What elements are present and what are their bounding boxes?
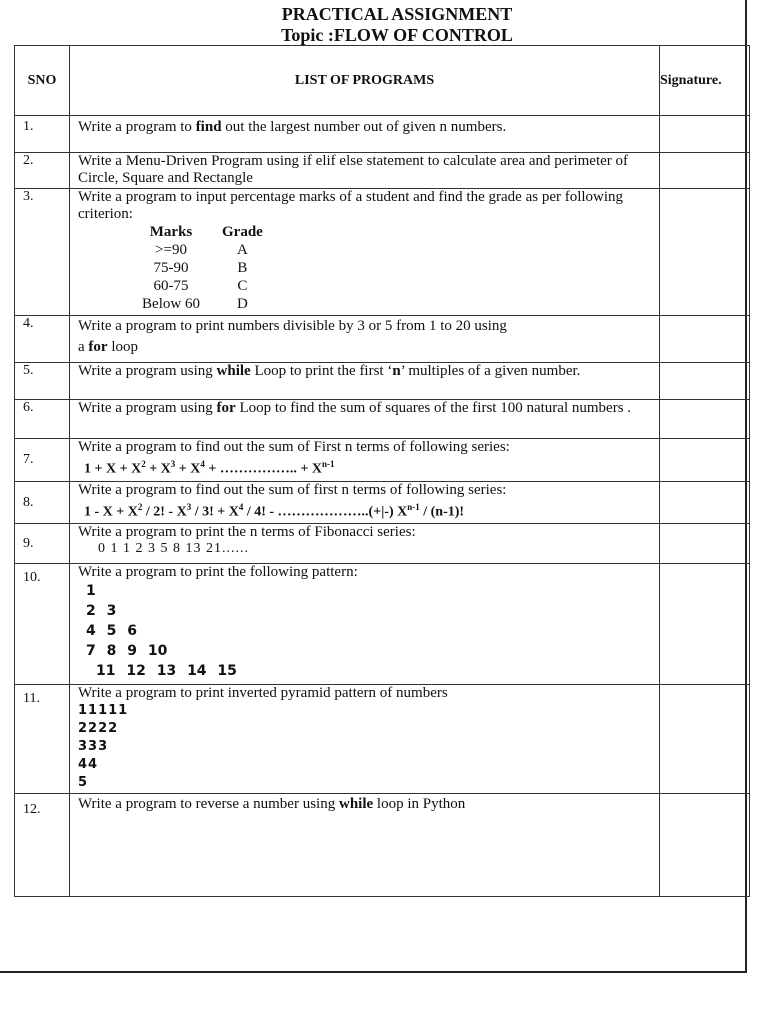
program-description: Write a program to find out the sum of first n terms of following series: $1 - X + X^2 / 2$! - $X^3 / 3$! + $X^4 / 4$! - ………………..(+|-) $X^{n-1} / (n-1)$! [70,482,660,524]
column-header-sno: SNO [15,46,70,116]
table-row [15,439,750,482]
signature-cell [660,116,750,153]
table-row [15,116,750,153]
pattern-line: 11111 [78,703,129,718]
signature-cell [660,524,750,564]
table-row [15,482,750,524]
program-description: Write a program to find out the sum of First n terms of following series: $1 + X + X^2 + X^3 + X^4$ + …………….. + $X^{n-1}$ [70,439,660,482]
pattern-line: 44 [78,757,99,772]
signature-cell [660,685,750,794]
signature-cell [660,189,750,316]
row-number: 6. [15,400,70,439]
signature-cell [660,363,750,400]
table-row [15,400,750,439]
program-description: Write a program to input percentage marks of a student and find the grade as per following criterion: Marks Grade >=90 A 75-90 B 60-75 C Below 60 D [70,189,660,316]
grade-criteria-table: Marks Grade >=90 A 75-90 B 60-75 C Below 60 D [142,224,263,312]
table-row [15,685,750,794]
row-number: 4. [15,316,70,363]
pattern-line: 4 5 6 [86,623,137,639]
pattern-line: 333 [78,739,109,754]
table-row [15,153,750,189]
row-number: 9. [15,524,70,564]
row-number: 8. [15,482,70,524]
table-row [15,363,750,400]
table-row [15,524,750,564]
row-number: 7. [15,439,70,482]
program-description: Write a program to reverse a number using while loop in Python [70,794,660,897]
table-row [15,189,750,316]
page-topic: Topic :FLOW OF CONTROL [281,25,513,45]
row-number: 2. [15,153,70,189]
program-description: Write a program using for Loop to find the sum of squares of the first 100 natural numbers . [70,400,660,439]
page-title: PRACTICAL ASSIGNMENT [281,4,513,24]
pattern-line: 7 8 9 10 [86,643,168,659]
program-description: Write a program to print the n terms of Fibonacci series: 0 1 1 2 3 5 8 13 21...... [70,524,660,564]
series-formula: $1 + X + X^2 + X^3 + X^4$ + …………….. + $X^{n-1}$ [84,459,335,477]
program-description: Write a program using while Loop to print the first ‘n’ multiples of a given number. [70,363,660,400]
signature-cell [660,439,750,482]
signature-cell [660,482,750,524]
programs-table [14,45,750,897]
table-row [15,564,750,685]
page-border-bottom [0,971,747,973]
row-number: 10. [15,564,70,685]
row-number: 1. [15,116,70,153]
signature-cell [660,564,750,685]
column-header-list: LIST OF PROGRAMS [70,46,660,116]
signature-cell [660,400,750,439]
pattern-line: 2 3 [86,603,117,619]
row-number: 5. [15,363,70,400]
page-header [0,4,768,46]
row-number: 12. [15,794,70,897]
row-number: 11. [15,685,70,794]
row-number: 3. [15,189,70,316]
pattern-line: 2222 [78,721,119,736]
program-description: Write a program to find out the largest number out of given n numbers. [70,116,660,153]
program-description: Write a program to print inverted pyramid pattern of numbers 11111 2222 333 44 5 [70,685,660,794]
signature-cell [660,794,750,897]
column-header-signature: Signature. [660,46,750,116]
program-description: Write a program to print numbers divisible by 3 or 5 from 1 to 20 using a for loop [70,316,660,363]
signature-cell [660,153,750,189]
fibonacci-series: 0 1 1 2 3 5 8 13 21...... [98,541,249,556]
signature-cell [660,316,750,363]
table-row [15,794,750,897]
program-description: Write a program to print the following pattern: 1 2 3 4 5 6 7 8 9 10 11 12 13 14 15 [70,564,660,685]
program-description: Write a Menu-Driven Program using if elif else statement to calculate area and perimeter of Circle, Square and Rectangle [70,153,660,189]
table-header-row [15,46,750,116]
series-formula: $1 - X + X^2 / 2$! - $X^3 / 3$! + $X^4 / 4$! - ………………..(+|-) $X^{n-1} / (n-1)$! [84,502,465,520]
table-row [15,316,750,363]
pattern-line: 5 [78,775,89,790]
pattern-line: 11 12 13 14 15 [96,663,237,679]
pattern-line: 1 [86,583,96,599]
